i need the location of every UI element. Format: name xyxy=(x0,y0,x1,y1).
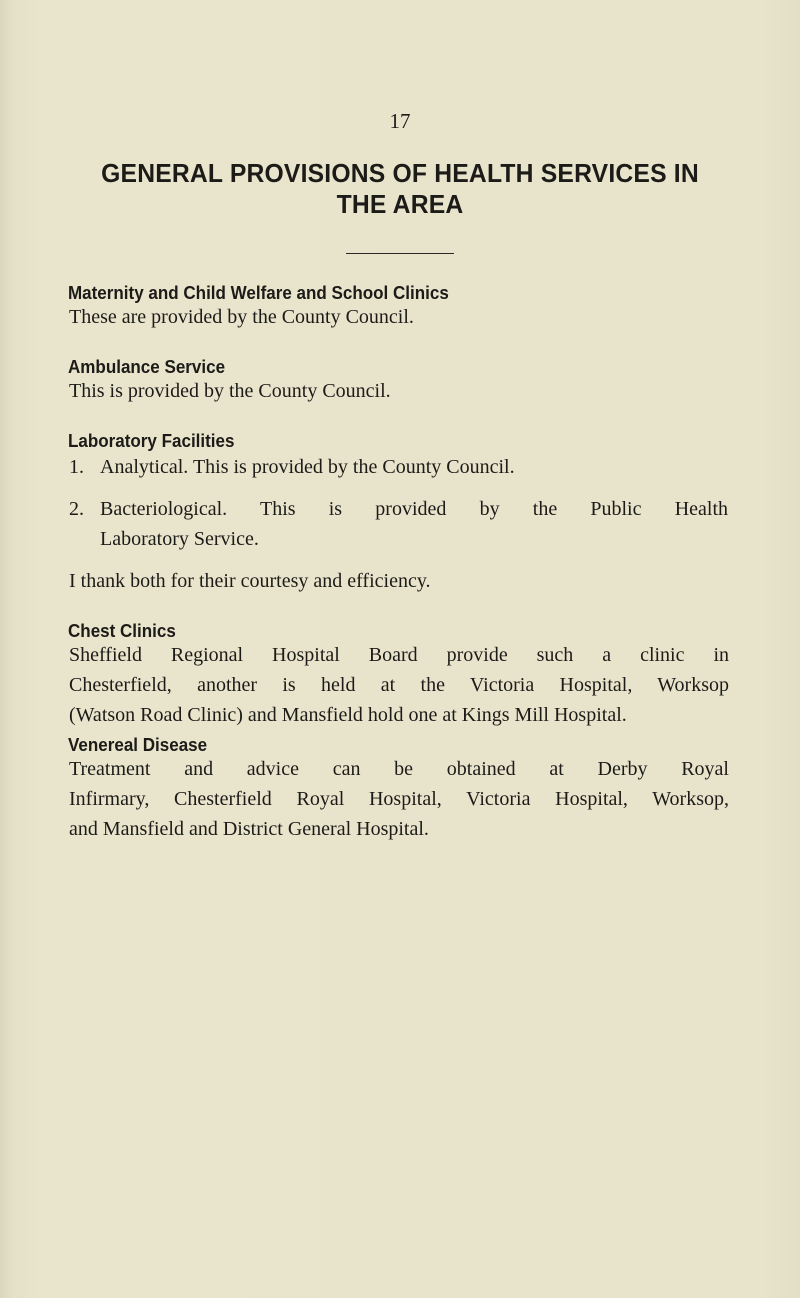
chest-line-3: (Watson Road Clinic) and Mansfield hold one at Kings Mill Hospital. xyxy=(69,704,627,726)
title-line-1: GENERAL PROVISIONS OF HEALTH SERVICES IN xyxy=(101,158,699,188)
page-number: 17 xyxy=(389,109,411,133)
text-maternity: These are provided by the County Council. xyxy=(69,306,414,328)
heading-chest-clinics: Chest Clinics xyxy=(68,620,176,641)
heading-venereal-disease: Venereal Disease xyxy=(68,734,208,755)
lab-item-1-text: Analytical. This is provided by the County Council. xyxy=(100,456,515,478)
venereal-line-1: Treatment and advice can be obtained at Derby Royal xyxy=(69,758,729,780)
lab-item-2-number: 2. xyxy=(69,498,84,520)
heading-laboratory: Laboratory Facilities xyxy=(68,430,235,451)
text-ambulance: This is provided by the County Council. xyxy=(69,380,391,402)
venereal-line-2: Infirmary, Chesterfield Royal Hospital, Victoria Hospital, Worksop, xyxy=(69,788,729,810)
title-divider xyxy=(346,253,454,254)
lab-thanks: I thank both for their courtesy and efficiency. xyxy=(69,570,431,592)
chest-line-2: Chesterfield, another is held at the Victoria Hospital, Worksop xyxy=(69,674,729,696)
heading-ambulance: Ambulance Service xyxy=(68,356,226,377)
lab-item-2-line-1: Bacteriological. This is provided by the Public Health xyxy=(100,498,728,520)
lab-item-2-line-2: Laboratory Service. xyxy=(100,528,259,550)
chest-line-1: Sheffield Regional Hospital Board provide such a clinic in xyxy=(69,644,729,666)
page-title xyxy=(58,158,742,220)
venereal-line-3: and Mansfield and District General Hospital. xyxy=(69,818,429,840)
title-line-2: THE AREA xyxy=(336,189,464,219)
heading-maternity: Maternity and Child Welfare and School Clinics xyxy=(68,282,449,303)
lab-item-1-number: 1. xyxy=(69,456,84,478)
